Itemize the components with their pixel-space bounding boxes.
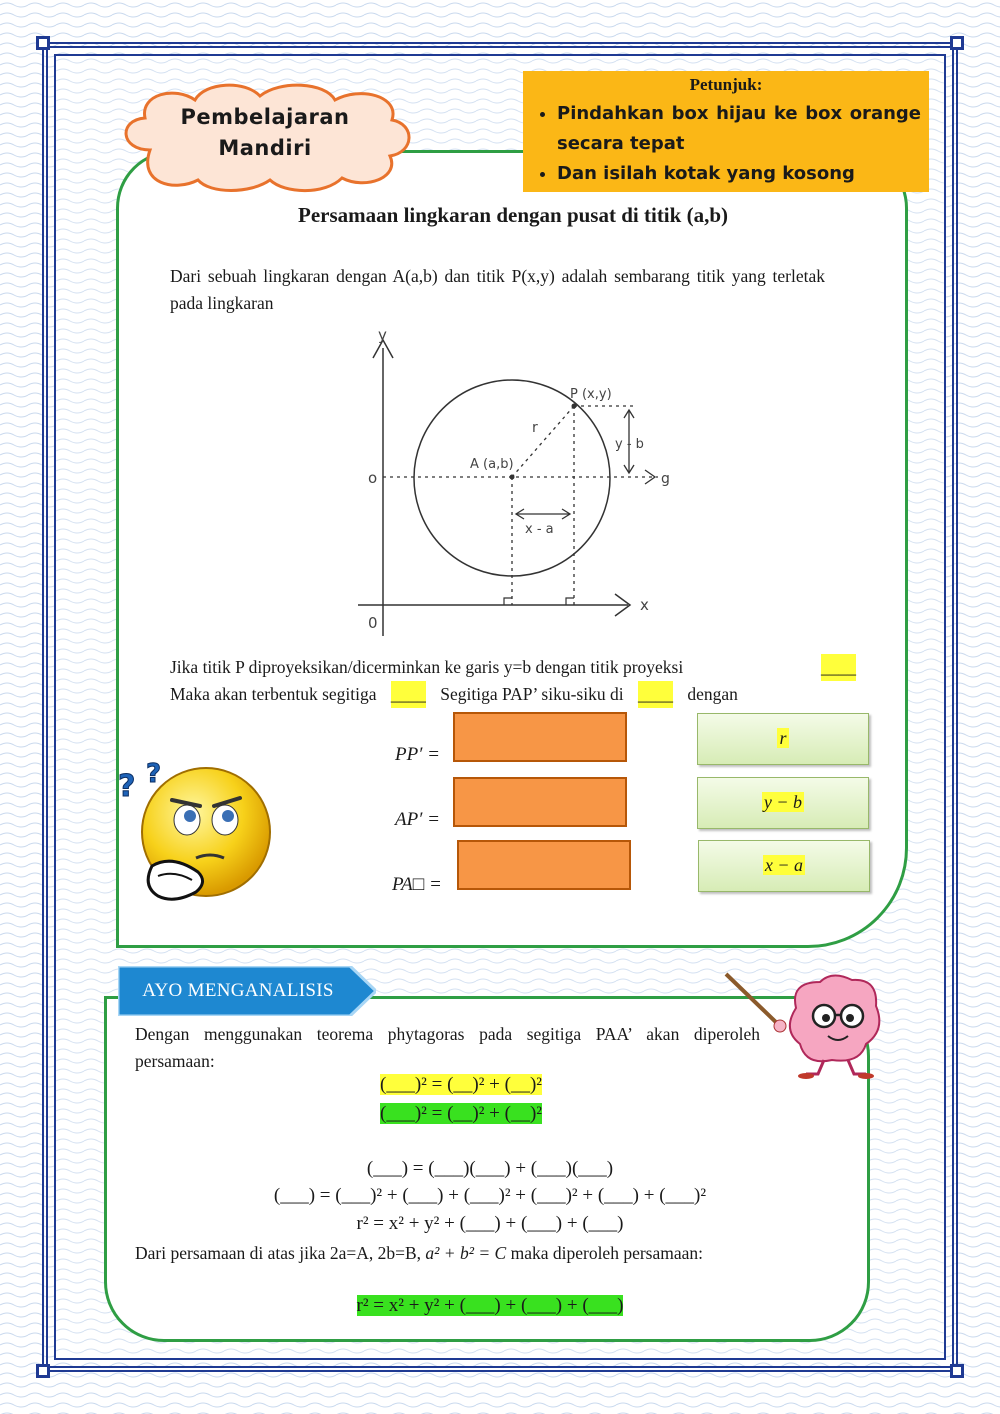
projection-line2-part1: Maka akan terbentuk segitiga — [170, 684, 377, 704]
green-drag-box-r[interactable] — [697, 713, 869, 765]
equation-1 — [380, 1074, 542, 1096]
section-title: Persamaan lingkaran dengan pusat di titik (a,b) — [298, 203, 728, 227]
instructions-box — [523, 71, 929, 192]
final-equation-text[interactable]: r² = x² + y² + (___) + (___) + (___) — [356, 1295, 624, 1316]
projection-line2-part3: dengan — [687, 684, 738, 704]
eq-label-pp: PP′ = — [395, 744, 440, 765]
final-equation — [300, 1295, 680, 1317]
blank-projection-point[interactable]: ____ — [821, 654, 856, 681]
o-label: o — [368, 469, 378, 487]
intro-paragraph: Dari sebuah lingkaran dengan A(a,b) dan titik P(x,y) adalah sembarang titik yang terletak pada lingkaran — [170, 266, 825, 313]
projection-line2-part2: Segitiga PAP’ siku-siku di — [440, 684, 624, 704]
cloud-title-line1: Pembelajaran — [180, 105, 350, 129]
horizontal-distance-label: x - a — [525, 522, 554, 537]
drag-option-label: y − b — [763, 792, 803, 812]
vertical-distance-label: y - b — [615, 437, 644, 452]
orange-drop-box-pa[interactable] — [457, 840, 631, 890]
instruction-item: • Pindahkan box hijau ke box orange secara tepat — [557, 99, 921, 159]
blank-triangle[interactable]: ____ — [391, 681, 426, 708]
conclusion-text — [135, 1240, 855, 1267]
cloud-title — [110, 102, 420, 164]
instructions-list — [531, 99, 921, 189]
ayo-banner-label: AYO MENGANALISIS — [142, 980, 334, 1001]
orange-drop-box-pp[interactable] — [453, 712, 627, 762]
conclusion-pre: Dari persamaan di atas jika 2a=A, 2b=B, — [135, 1243, 422, 1263]
line-g-label: g — [661, 471, 670, 487]
instructions-title: Petunjuk: — [689, 75, 763, 94]
eq-label-pa: PA□ = — [392, 874, 442, 895]
equation-3: (___) = (___)(___) + (___)(___) — [366, 1158, 614, 1179]
green-drag-box-y-b[interactable] — [697, 777, 869, 829]
frame-corner — [36, 36, 50, 50]
green-drag-box-x-a[interactable] — [698, 840, 870, 892]
instruction-item: • Dan isilah kotak yang kosong — [557, 159, 921, 189]
drag-option-label: r — [779, 728, 787, 748]
svg-text:?: ? — [146, 759, 162, 789]
frame-corner — [950, 1364, 964, 1378]
projection-paragraph — [170, 654, 856, 708]
analysis-intro: Dengan menggunakan teorema phytagoras pada segitiga PAA’ akan diperoleh persamaan: — [135, 1024, 760, 1071]
center-label: A (a,b) — [470, 457, 514, 472]
orange-drop-box-ap[interactable] — [453, 777, 627, 827]
drag-option-label: x − a — [764, 855, 804, 875]
cloud-title-line2: Mandiri — [218, 136, 312, 160]
svg-text:?: ? — [118, 769, 136, 804]
thinking-emoji-icon — [112, 758, 282, 910]
equation-5: r² = x² + y² + (___) + (___) + (___) — [356, 1213, 624, 1234]
equation-1-text: (___)² = (__)² + (__)² — [380, 1074, 542, 1095]
blank-right-angle[interactable]: ____ — [638, 681, 673, 708]
origin-label: 0 — [368, 614, 378, 632]
y-axis-label: y — [378, 326, 387, 344]
projection-line1: Jika titik P diproyeksikan/dicerminkan ke garis y=b dengan titik proyeksi — [170, 657, 684, 677]
frame-corner — [950, 36, 964, 50]
equation-2 — [380, 1103, 542, 1125]
point-label: P (x,y) — [570, 387, 612, 402]
eq-label-ap: AP′ = — [395, 809, 440, 830]
x-axis-label: x — [640, 596, 649, 614]
conclusion-math: a² + b² = C — [425, 1243, 507, 1263]
circle-diagram — [340, 318, 690, 646]
conclusion-post: maka diperoleh persamaan: — [510, 1243, 704, 1263]
equation-2-text: (___)² = (__)² + (__)² — [380, 1103, 542, 1124]
equation-4: (___) = (___)² + (___) + (___)² + (___)² + (___) + (___)² — [273, 1185, 707, 1206]
radius-label: r — [532, 420, 538, 436]
frame-corner — [36, 1364, 50, 1378]
